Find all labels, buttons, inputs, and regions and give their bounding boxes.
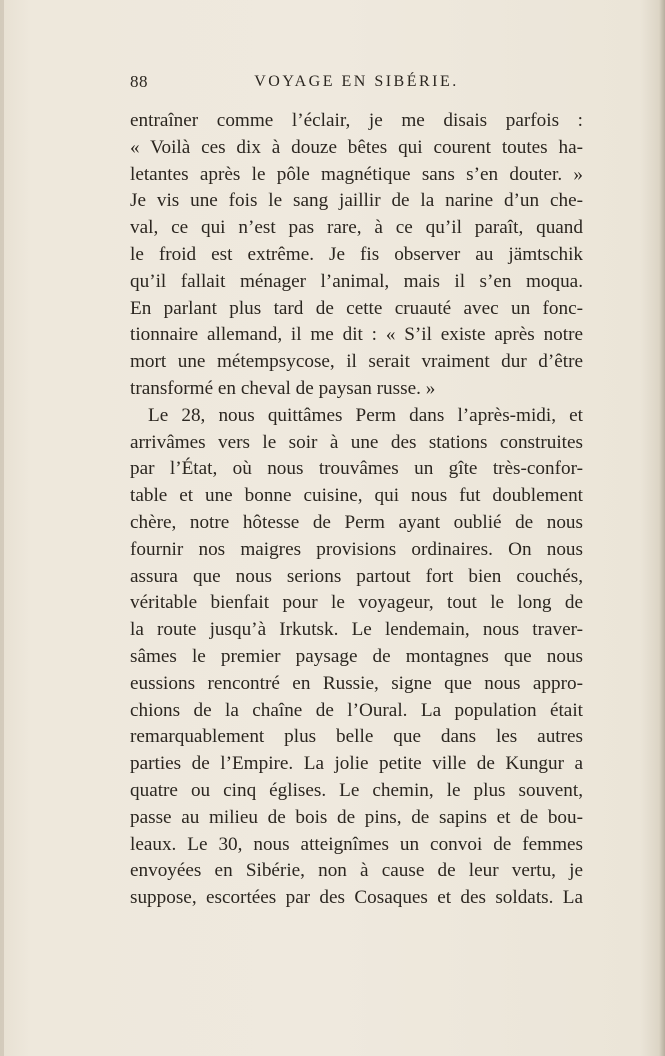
page-edge-shadow (659, 0, 665, 1056)
text-line: leaux. Le 30, nous atteignîmes un convoi de femmes (130, 833, 583, 855)
running-title: VOYAGE EN SIBÉRIE. (254, 73, 459, 90)
text-line: fournir nos maigres provisions ordinaires. On nous (130, 538, 583, 560)
text-line: qu’il fallait ménager l’animal, mais il s’en moqua. (130, 270, 583, 292)
text-line: sâmes le premier paysage de montagnes que nous (130, 645, 583, 667)
body-text (130, 108, 583, 912)
text-line: letantes après le pôle magnétique sans s’en douter. » (130, 163, 583, 185)
text-line: la route jusqu’à Irkutsk. Le lendemain, nous traver- (130, 619, 583, 641)
text-line: tionnaire allemand, il me dit : « S’il existe après notre (130, 324, 583, 346)
text-line: entraîner comme l’éclair, je me disais parfois : (130, 110, 583, 131)
page-number: 88 (130, 72, 148, 91)
text-line: assura que nous serions partout fort bien couchés, (130, 565, 583, 587)
text-line: Je vis une fois le sang jaillir de la narine d’un che- (130, 190, 583, 212)
text-line: arrivâmes vers le soir à une des stations construites (130, 431, 583, 453)
text-line: passe au milieu de bois de pins, de sapins et de bou- (130, 806, 583, 828)
paragraph-first-line: Le 28, nous quittâmes Perm dans l’après-midi, et (148, 404, 583, 426)
text-line: parties de l’Empire. La jolie petite ville de Kungur a (130, 753, 583, 775)
text-line: eussions rencontré en Russie, signe que nous appro- (130, 672, 583, 694)
text-line: chère, notre hôtesse de Perm ayant oublié de nous (130, 511, 583, 533)
text-line: mort une métempsycose, il serait vraiment dur d’être (130, 351, 583, 373)
text-line: val, ce qui n’est pas rare, à ce qu’il paraît, quand (130, 217, 583, 239)
text-line: le froid est extrême. Je fis observer au jämtschik (130, 243, 583, 265)
text-line: transformé en cheval de paysan russe. » (130, 377, 436, 399)
text-line: remarquablement plus belle que dans les autres (130, 726, 583, 748)
text-line: En parlant plus tard de cette cruauté avec un fonc- (130, 297, 583, 319)
text-line: véritable bienfait pour le voyageur, tout le long de (130, 592, 583, 614)
text-line: envoyées en Sibérie, non à cause de leur vertu, je (130, 860, 583, 882)
page-left-shadow (0, 0, 4, 1056)
page-header (130, 72, 583, 98)
text-line: table et une bonne cuisine, qui nous fut doublement (130, 485, 583, 507)
text-line: par l’État, où nous trouvâmes un gîte très-confor- (130, 458, 583, 480)
text-line: suppose, escortées par des Cosaques et des soldats. La (130, 887, 583, 909)
text-line: chions de la chaîne de l’Oural. La population était (130, 699, 583, 721)
text-line: « Voilà ces dix à douze bêtes qui courent toutes ha- (130, 136, 583, 158)
text-line: quatre ou cinq églises. Le chemin, le plus souvent, (130, 779, 583, 801)
